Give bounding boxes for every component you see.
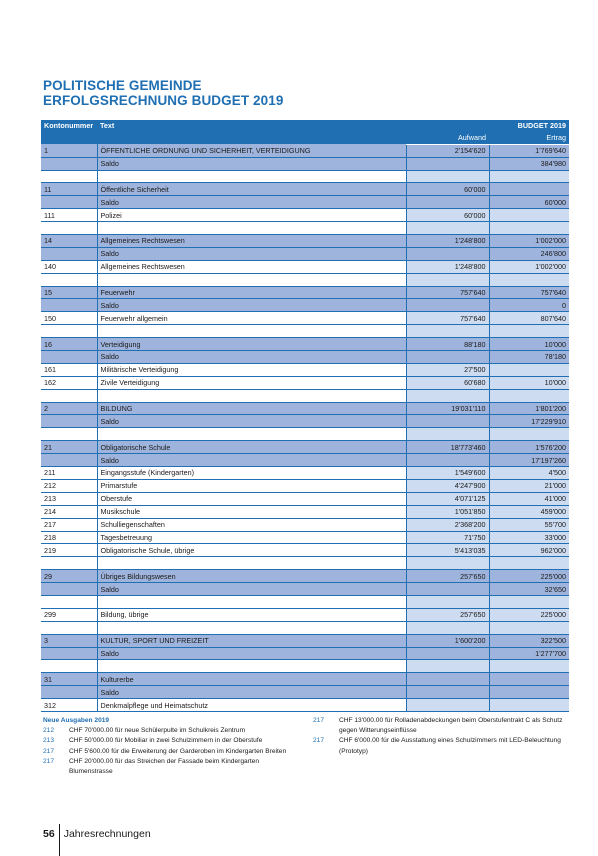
note-text: (Prototyp) <box>339 747 368 755</box>
ertrag-cell: 807'640 <box>489 312 569 325</box>
text-cell <box>97 621 406 634</box>
title-line-2: ERFOLGSRECHNUNG BUDGET 2019 <box>43 93 284 108</box>
note-text: CHF 50'000.00 für Mobiliar in zwei Schulzimmern in der Oberstufe <box>69 737 263 745</box>
konto-cell: 162 <box>41 376 97 389</box>
table-row <box>41 247 569 260</box>
ertrag-cell <box>489 621 569 634</box>
table-row <box>41 570 569 583</box>
ertrag-cell: 962'000 <box>489 544 569 557</box>
table-row <box>41 144 569 157</box>
ertrag-cell: 10'000 <box>489 376 569 389</box>
text-cell: Tagesbetreuung <box>97 531 406 544</box>
table-row <box>41 363 569 376</box>
konto-cell: 140 <box>41 260 97 273</box>
table-row <box>41 467 569 480</box>
ertrag-cell: 78'180 <box>489 351 569 364</box>
aufwand-cell <box>406 389 489 402</box>
text-cell: Saldo <box>97 647 406 660</box>
text-cell: Primarstufe <box>97 479 406 492</box>
aufwand-cell <box>406 647 489 660</box>
table-row <box>41 673 569 686</box>
spacer-row <box>41 389 569 402</box>
aufwand-cell: 757'640 <box>406 286 489 299</box>
text-cell: Öffentliche Sicherheit <box>97 183 406 196</box>
spacer-row <box>41 222 569 235</box>
table-row <box>41 376 569 389</box>
table-row <box>41 351 569 364</box>
aufwand-cell <box>406 621 489 634</box>
table-subheader-row <box>41 132 569 144</box>
konto-cell: 212 <box>41 479 97 492</box>
text-cell: ÖFFENTLICHE ORDNUNG UND SICHERHEIT, VERTEIDIGUNG <box>97 144 406 157</box>
aufwand-cell: 5'413'035 <box>406 544 489 557</box>
note-konto: 212 <box>43 727 55 735</box>
table-row <box>41 492 569 505</box>
ertrag-cell: 459'000 <box>489 505 569 518</box>
aufwand-cell <box>406 415 489 428</box>
konto-cell: 217 <box>41 518 97 531</box>
table-row <box>41 235 569 248</box>
note-text: CHF 13'000.00 für Rolladenabdeckungen beim Oberstufentrakt C als Schutz <box>339 717 563 724</box>
ertrag-cell: 17'197'260 <box>489 454 569 467</box>
text-cell <box>97 222 406 235</box>
table-row <box>41 699 569 712</box>
konto-cell: 15 <box>41 286 97 299</box>
ertrag-cell: 225'000 <box>489 608 569 621</box>
table-row <box>41 686 569 699</box>
konto-cell <box>41 686 97 699</box>
konto-cell <box>41 454 97 467</box>
konto-cell: 219 <box>41 544 97 557</box>
ertrag-cell: 60'000 <box>489 196 569 209</box>
note-text: CHF 70'000.00 für neue Schülerpulte im Schulkreis Zentrum <box>69 727 246 735</box>
ertrag-cell <box>489 428 569 441</box>
text-cell: Übriges Bildungswesen <box>97 570 406 583</box>
ertrag-cell <box>489 273 569 286</box>
ertrag-cell <box>489 209 569 222</box>
text-cell: Kulturerbe <box>97 673 406 686</box>
spacer-row <box>41 621 569 634</box>
konto-cell <box>41 621 97 634</box>
text-cell <box>97 389 406 402</box>
konto-cell <box>41 660 97 673</box>
aufwand-cell: 18'773'460 <box>406 441 489 454</box>
spacer-row <box>41 557 569 570</box>
ertrag-cell: 1'277'700 <box>489 647 569 660</box>
aufwand-cell: 60'000 <box>406 209 489 222</box>
table-row <box>41 454 569 467</box>
table-row <box>41 518 569 531</box>
ertrag-cell <box>489 389 569 402</box>
header-ertrag: Ertrag <box>489 132 569 144</box>
aufwand-cell <box>406 428 489 441</box>
notes-heading: Neue Ausgaben 2019 <box>43 717 110 724</box>
note-konto <box>313 747 339 757</box>
table-row <box>41 402 569 415</box>
ertrag-cell: 1'769'640 <box>489 144 569 157</box>
konto-cell <box>41 196 97 209</box>
budget-table <box>41 120 569 712</box>
konto-cell <box>41 428 97 441</box>
konto-cell: 150 <box>41 312 97 325</box>
aufwand-cell <box>406 699 489 712</box>
table-row <box>41 196 569 209</box>
aufwand-cell <box>406 247 489 260</box>
konto-cell <box>41 222 97 235</box>
table-row <box>41 608 569 621</box>
konto-cell: 3 <box>41 634 97 647</box>
konto-cell: 11 <box>41 183 97 196</box>
ertrag-cell: 1'002'000 <box>489 260 569 273</box>
konto-cell <box>41 247 97 260</box>
text-cell: Feuerwehr <box>97 286 406 299</box>
konto-cell <box>41 273 97 286</box>
note-item <box>43 736 303 746</box>
ertrag-cell <box>489 325 569 338</box>
text-cell: Saldo <box>97 351 406 364</box>
konto-cell <box>41 647 97 660</box>
aufwand-cell: 4'247'900 <box>406 479 489 492</box>
note-konto <box>313 726 339 736</box>
text-cell: Saldo <box>97 247 406 260</box>
text-cell <box>97 325 406 338</box>
footer-label: Jahresrechnungen <box>63 828 151 840</box>
text-cell: Schulliegenschaften <box>97 518 406 531</box>
ertrag-cell <box>489 557 569 570</box>
note-text: gegen Witterungseinflüsse <box>339 727 417 735</box>
konto-cell: 312 <box>41 699 97 712</box>
text-cell: Musikschule <box>97 505 406 518</box>
text-cell <box>97 557 406 570</box>
konto-cell: 31 <box>41 673 97 686</box>
aufwand-cell <box>406 196 489 209</box>
aufwand-cell: 88'180 <box>406 338 489 351</box>
konto-cell <box>41 157 97 170</box>
konto-cell: 213 <box>41 492 97 505</box>
text-cell: BILDUNG <box>97 402 406 415</box>
page-footer <box>43 812 151 856</box>
ertrag-cell: 0 <box>489 299 569 312</box>
notes-left-column <box>43 726 303 777</box>
text-cell: KULTUR, SPORT UND FREIZEIT <box>97 634 406 647</box>
text-cell: Feuerwehr allgemein <box>97 312 406 325</box>
table-row <box>41 312 569 325</box>
text-cell <box>97 660 406 673</box>
konto-cell: 218 <box>41 531 97 544</box>
text-cell: Saldo <box>97 583 406 596</box>
ertrag-cell: 21'000 <box>489 479 569 492</box>
konto-cell: 1 <box>41 144 97 157</box>
aufwand-cell <box>406 660 489 673</box>
aufwand-cell <box>406 222 489 235</box>
aufwand-cell <box>406 686 489 699</box>
ertrag-cell: 17'229'910 <box>489 415 569 428</box>
aufwand-cell <box>406 351 489 364</box>
ertrag-cell: 10'000 <box>489 338 569 351</box>
ertrag-cell <box>489 363 569 376</box>
note-item <box>313 736 583 746</box>
ertrag-cell: 55'700 <box>489 518 569 531</box>
text-cell: Denkmalpflege und Heimatschutz <box>97 699 406 712</box>
ertrag-cell: 41'000 <box>489 492 569 505</box>
text-cell: Allgemeines Rechtswesen <box>97 260 406 273</box>
spacer-row <box>41 428 569 441</box>
note-item <box>313 726 583 736</box>
ertrag-cell: 246'800 <box>489 247 569 260</box>
note-konto: 217 <box>313 737 325 745</box>
ertrag-cell: 32'650 <box>489 583 569 596</box>
text-cell: Polizei <box>97 209 406 222</box>
note-item <box>43 747 303 757</box>
konto-cell <box>41 595 97 608</box>
notes-section <box>43 716 583 777</box>
spacer-row <box>41 325 569 338</box>
konto-cell: 299 <box>41 608 97 621</box>
text-cell: Eingangsstufe (Kindergarten) <box>97 467 406 480</box>
konto-cell <box>41 557 97 570</box>
text-cell: Oberstufe <box>97 492 406 505</box>
ertrag-cell: 1'576'200 <box>489 441 569 454</box>
header-text: Text <box>97 120 406 132</box>
table-row <box>41 479 569 492</box>
ertrag-cell: 1'801'200 <box>489 402 569 415</box>
aufwand-cell: 60'680 <box>406 376 489 389</box>
konto-cell: 214 <box>41 505 97 518</box>
text-cell: Saldo <box>97 196 406 209</box>
table-row <box>41 209 569 222</box>
konto-cell: 161 <box>41 363 97 376</box>
konto-cell <box>41 325 97 338</box>
aufwand-cell <box>406 673 489 686</box>
table-row <box>41 338 569 351</box>
ertrag-cell <box>489 660 569 673</box>
ertrag-cell <box>489 595 569 608</box>
aufwand-cell: 60'000 <box>406 183 489 196</box>
konto-cell: 29 <box>41 570 97 583</box>
konto-cell <box>41 389 97 402</box>
text-cell: Obligatorische Schule <box>97 441 406 454</box>
konto-cell: 111 <box>41 209 97 222</box>
ertrag-cell: 322'500 <box>489 634 569 647</box>
aufwand-cell: 1'248'800 <box>406 260 489 273</box>
konto-cell <box>41 351 97 364</box>
ertrag-cell: 225'000 <box>489 570 569 583</box>
header-aufwand: Aufwand <box>406 132 489 144</box>
table-row <box>41 286 569 299</box>
aufwand-cell: 257'650 <box>406 608 489 621</box>
note-item <box>313 716 583 726</box>
aufwand-cell: 757'640 <box>406 312 489 325</box>
text-cell: Saldo <box>97 299 406 312</box>
note-konto: 217 <box>43 757 55 765</box>
konto-cell: 21 <box>41 441 97 454</box>
note-konto: 213 <box>43 737 55 745</box>
ertrag-cell <box>489 699 569 712</box>
table-row <box>41 157 569 170</box>
table-row <box>41 183 569 196</box>
konto-cell <box>41 299 97 312</box>
note-text: CHF 20'000.00 für das Streichen der Fassade beim Kindergarten Blumenstrasse <box>69 757 260 776</box>
ertrag-cell <box>489 673 569 686</box>
text-cell <box>97 595 406 608</box>
table-row <box>41 415 569 428</box>
aufwand-cell: 1'051'850 <box>406 505 489 518</box>
spacer-row <box>41 595 569 608</box>
note-konto: 217 <box>43 747 55 755</box>
page-title <box>43 78 284 108</box>
table-header-row <box>41 120 569 132</box>
ertrag-cell <box>489 222 569 235</box>
aufwand-cell <box>406 325 489 338</box>
spacer-row <box>41 660 569 673</box>
text-cell: Bildung, übrige <box>97 608 406 621</box>
text-cell <box>97 273 406 286</box>
text-cell: Saldo <box>97 415 406 428</box>
aufwand-cell <box>406 170 489 183</box>
konto-cell <box>41 583 97 596</box>
text-cell <box>97 428 406 441</box>
text-cell: Obligatorische Schule, übrige <box>97 544 406 557</box>
table-row <box>41 299 569 312</box>
table-row <box>41 647 569 660</box>
aufwand-cell <box>406 299 489 312</box>
table-row <box>41 583 569 596</box>
ertrag-cell: 384'980 <box>489 157 569 170</box>
konto-cell <box>41 170 97 183</box>
footer-divider <box>59 824 60 856</box>
table-row <box>41 544 569 557</box>
text-cell: Allgemeines Rechtswesen <box>97 235 406 248</box>
aufwand-cell: 71'750 <box>406 531 489 544</box>
ertrag-cell <box>489 183 569 196</box>
text-cell: Saldo <box>97 157 406 170</box>
konto-cell <box>41 415 97 428</box>
konto-cell: 16 <box>41 338 97 351</box>
table-row <box>41 260 569 273</box>
spacer-row <box>41 170 569 183</box>
ertrag-cell: 757'640 <box>489 286 569 299</box>
text-cell: Saldo <box>97 454 406 467</box>
konto-cell: 211 <box>41 467 97 480</box>
aufwand-cell: 4'071'125 <box>406 492 489 505</box>
konto-cell: 14 <box>41 235 97 248</box>
page-number: 56 <box>43 828 55 840</box>
aufwand-cell <box>406 583 489 596</box>
aufwand-cell <box>406 595 489 608</box>
table-row <box>41 441 569 454</box>
note-item <box>43 726 303 736</box>
text-cell: Militärische Verteidigung <box>97 363 406 376</box>
aufwand-cell: 1'549'600 <box>406 467 489 480</box>
aufwand-cell: 2'154'620 <box>406 144 489 157</box>
text-cell: Zivile Verteidigung <box>97 376 406 389</box>
aufwand-cell: 2'368'200 <box>406 518 489 531</box>
note-text: CHF 5'600.00 für die Erweiterung der Garderoben im Kindergarten Breiten <box>69 747 287 755</box>
ertrag-cell: 33'000 <box>489 531 569 544</box>
konto-cell: 2 <box>41 402 97 415</box>
aufwand-cell: 1'600'200 <box>406 634 489 647</box>
aufwand-cell: 19'031'110 <box>406 402 489 415</box>
ertrag-cell <box>489 170 569 183</box>
aufwand-cell: 257'650 <box>406 570 489 583</box>
note-item <box>43 757 303 777</box>
table-row <box>41 634 569 647</box>
note-konto: 217 <box>313 717 325 724</box>
aufwand-cell: 1'248'800 <box>406 235 489 248</box>
ertrag-cell <box>489 686 569 699</box>
aufwand-cell: 27'500 <box>406 363 489 376</box>
ertrag-cell: 1'002'000 <box>489 235 569 248</box>
table-row <box>41 505 569 518</box>
spacer-row <box>41 273 569 286</box>
aufwand-cell <box>406 157 489 170</box>
title-line-1: POLITISCHE GEMEINDE <box>43 78 202 93</box>
header-kontonummer: Kontonummer <box>41 120 97 132</box>
table-row <box>41 531 569 544</box>
note-item <box>313 747 583 757</box>
aufwand-cell <box>406 557 489 570</box>
text-cell: Verteidigung <box>97 338 406 351</box>
note-text: CHF 6'000.00 für die Ausstattung eines Schulzimmers mit LED-Beleuchtung <box>339 737 561 745</box>
text-cell <box>97 170 406 183</box>
text-cell: Saldo <box>97 686 406 699</box>
notes-right-column <box>313 716 583 757</box>
ertrag-cell: 4'500 <box>489 467 569 480</box>
header-budget: BUDGET 2019 <box>406 120 569 132</box>
aufwand-cell <box>406 273 489 286</box>
aufwand-cell <box>406 454 489 467</box>
